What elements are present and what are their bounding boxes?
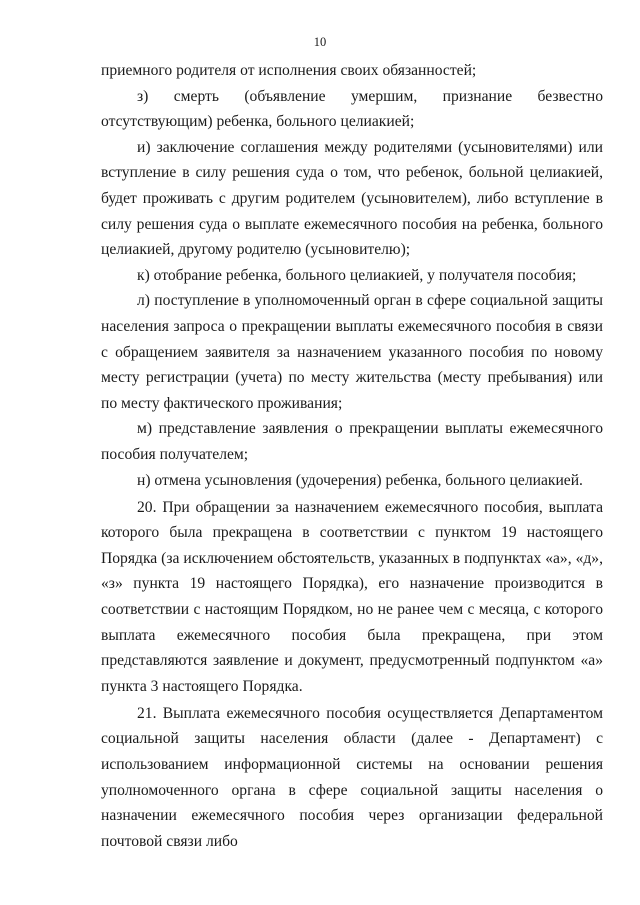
paragraph-item-k: к) отобрание ребенка, больного целиакией, у получателя пособия; <box>137 266 577 284</box>
page-number: 10 <box>313 35 327 49</box>
document-body <box>101 58 603 854</box>
paragraph-section-21: 21. Выплата ежемесячного пособия осуществляется Департаментом социальной защиты населения области (далее - Департамент) с использованием информационной системы на основании решения уполномоченного органа в сфере социальной защиты населения о назначении ежемесячного пособия через организации федеральной почтовой связи либо <box>101 704 603 850</box>
paragraph-item-l: л) поступление в уполномоченный орган в сфере социальной защиты населения запроса о прекращении выплаты ежемесячного пособия в связи с обращением заявителя за назначением указанного пособия по новому месту регистрации (учета) по месту жительства (месту пребывания) или по месту фактического проживания; <box>101 292 603 412</box>
paragraph-item-z: з) смерть (объявление умершим, признание безвестно отсутствующим) ребенка, больного целиакией; <box>101 87 603 131</box>
paragraph-item-n: н) отмена усыновления (удочерения) ребенка, больного целиакией. <box>137 471 583 489</box>
paragraph-section-20: 20. При обращении за назначением ежемесячного пособия, выплата которого была прекращена в соответствии с пунктом 19 настоящего Порядка (за исключением обстоятельств, указанных в подпунктах «а», «д», «з» пункта 19 настоящего Порядка), его назначение производится в соответствии с настоящим Порядком, но не ранее чем с месяца, с которого выплата ежемесячного пособия была прекращена, при этом представляются заявление и документ, предусмотренный подпунктом «а» пункта 3 настоящего Порядка. <box>101 498 603 695</box>
paragraph-item-i: и) заключение соглашения между родителями (усыновителями) или вступление в силу решения суда о том, что ребенок, больной целиакией, будет проживать с другим родителем (усыновителем), либо вступление в силу решения суда о выплате ежемесячного пособия на ребенка, больного целиакией, другому родителю (усыновителю); <box>101 138 603 259</box>
paragraph-continuation: приемного родителя от исполнения своих обязанностей; <box>101 62 477 79</box>
paragraph-item-m: м) представление заявления о прекращении выплаты ежемесячного пособия получателем; <box>101 420 603 463</box>
